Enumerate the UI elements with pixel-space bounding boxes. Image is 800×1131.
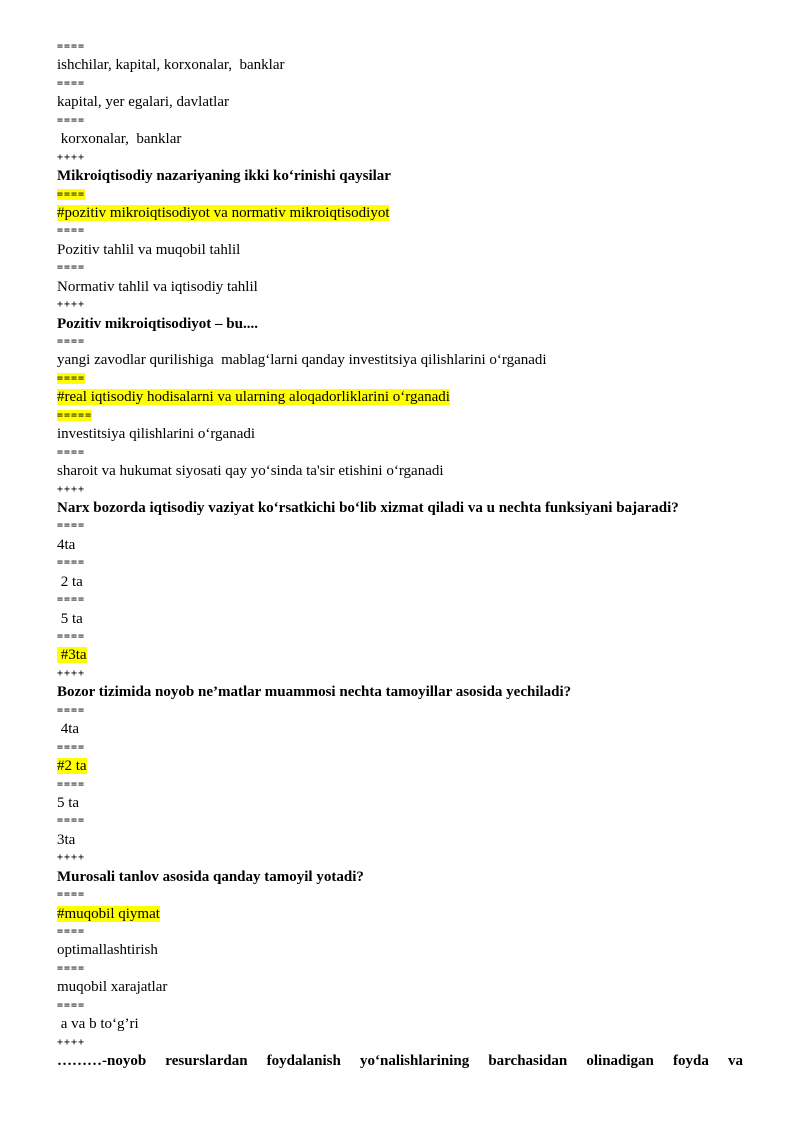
option-separator [57,333,743,351]
option-separator-text: ==== [57,41,86,52]
question-text [57,315,743,333]
option-separator-text: ==== [57,999,86,1011]
answer-option-text: ishchilar, kapital, korxonalar, banklar [57,57,285,74]
question-separator [57,296,743,314]
answer-option [57,241,743,259]
answer-option [57,425,743,443]
answer-option-text: 3ta [57,831,76,848]
correct-answer-option-text: #3ta [57,647,87,664]
option-separator-text: ==== [57,225,86,237]
question-text [57,167,743,185]
correct-answer-option-text: #pozitiv mikroiqtisodiyot va normativ mikroiqtisodiyot [57,204,390,221]
option-separator-text: ==== [57,188,86,200]
option-separator [57,997,743,1015]
answer-option-text: a va b to‘g’ri [57,1016,139,1033]
answer-option-text: Normativ tahlil va iqtisodiy tahlil [57,278,258,295]
question-separator-text: ++++ [57,1036,86,1048]
question-separator [57,1034,743,1052]
answer-option-text: 5 ta [57,794,80,811]
option-separator-text: ==== [57,926,86,937]
correct-answer-option [57,646,743,664]
option-separator-text: ==== [57,778,86,790]
option-separator-text: ===== [57,409,93,421]
option-separator [57,517,743,535]
answer-option-text: yangi zavodlar qurilishiga mablag‘larni qanday investitsiya qilishlarini o‘rganadi [57,352,547,369]
option-separator-text: ==== [57,962,86,974]
question-text [57,868,743,886]
answer-option [57,720,743,738]
option-separator-text: ==== [57,631,86,642]
question-separator [57,149,743,167]
option-separator [57,702,743,720]
option-separator [57,112,743,130]
option-separator [57,886,743,904]
answer-option [57,794,743,812]
option-separator-text: ==== [57,741,86,753]
correct-answer-option [57,204,743,222]
answer-option-text: investitsiya qilishlarini o‘rganadi [57,426,256,443]
answer-option-text: kapital, yer egalari, davlatlar [57,94,229,111]
correct-answer-option [57,905,743,923]
question-text-text: ………-noyob resurslardan foydalanish yo‘nalishlarining barchasidan olinadigan foyda va [57,1053,743,1070]
answer-option [57,130,743,148]
answer-option [57,978,743,996]
answer-option [57,93,743,111]
correct-answer-option-text: #real iqtisodiy hodisalarni va ularning aloqadorliklarini o‘rganadi [57,389,450,406]
answer-option [57,351,743,369]
answer-option-text: optimallashtirish [57,942,158,959]
option-separator [57,75,743,93]
question-text [57,683,743,701]
option-separator-text: ==== [57,77,86,89]
answer-option [57,462,743,480]
answer-option-text: 4ta [57,536,76,553]
answer-option [57,610,743,628]
answer-option-text: sharoit va hukumat siyosati qay yo‘sinda ta'sir etishini o‘rganadi [57,463,444,480]
option-separator [57,739,743,757]
option-separator [57,370,743,388]
option-separator [57,628,743,646]
question-separator-text: ++++ [57,151,86,163]
option-separator-text: ==== [57,262,86,274]
option-separator-text: ==== [57,704,86,716]
question-text-text: Narx bozorda iqtisodiy vaziyat ko‘rsatkichi bo‘lib xizmat qiladi va u nechta funksiyani bajaradi? [57,499,679,516]
question-text-text: Murosali tanlov asosida qanday tamoyil yotadi? [57,868,364,885]
option-separator-text: ==== [57,336,86,347]
question-text [57,1052,743,1070]
answer-option-text: 5 ta [57,610,83,627]
option-separator [57,554,743,572]
answer-option [57,56,743,74]
answer-option-text: Pozitiv tahlil va muqobil tahlil [57,241,241,258]
question-text-text: Bozor tizimida noyob ne’matlar muammosi nechta tamoyillar asosida yechiladi? [57,684,572,701]
answer-option [57,941,743,959]
option-separator [57,812,743,830]
question-separator-text: ++++ [57,483,86,495]
option-separator-text: ==== [57,114,86,126]
answer-option [57,278,743,296]
option-separator [57,407,743,425]
option-separator-text: ==== [57,889,86,901]
option-separator-text: ==== [57,372,86,384]
question-separator-text: ++++ [57,299,86,311]
answer-option [57,573,743,591]
correct-answer-option-text: #2 ta [57,758,87,775]
answer-option [57,1015,743,1033]
correct-answer-option [57,757,743,775]
option-separator-text: ==== [57,520,86,532]
option-separator [57,591,743,609]
question-separator-text: ++++ [57,667,86,679]
option-separator [57,776,743,794]
correct-answer-option [57,388,743,406]
question-separator [57,481,743,499]
correct-answer-option-text: #muqobil qiymat [57,905,160,922]
question-separator-text: ++++ [57,852,86,864]
document-body [57,38,743,1071]
question-separator [57,849,743,867]
answer-option-text: 4ta [57,721,80,738]
option-separator [57,960,743,978]
answer-option [57,831,743,849]
option-separator-text: ==== [57,557,86,569]
answer-option-text: muqobil xarajatlar [57,979,168,996]
option-separator [57,444,743,462]
option-separator-text: ==== [57,446,86,458]
option-separator [57,38,743,56]
question-text-text: Mikroiqtisodiy nazariyaning ikki ko‘rinishi qaysilar [57,168,391,185]
option-separator [57,923,743,941]
option-separator [57,222,743,240]
option-separator-text: ==== [57,594,86,606]
answer-option-text: korxonalar, banklar [57,131,182,148]
option-separator-text: ==== [57,815,86,827]
question-text-text: Pozitiv mikroiqtisodiyot – bu.... [57,315,258,332]
answer-option-text: 2 ta [57,573,83,590]
question-text [57,499,743,517]
question-separator [57,665,743,683]
answer-option [57,536,743,554]
option-separator [57,259,743,277]
option-separator [57,186,743,204]
